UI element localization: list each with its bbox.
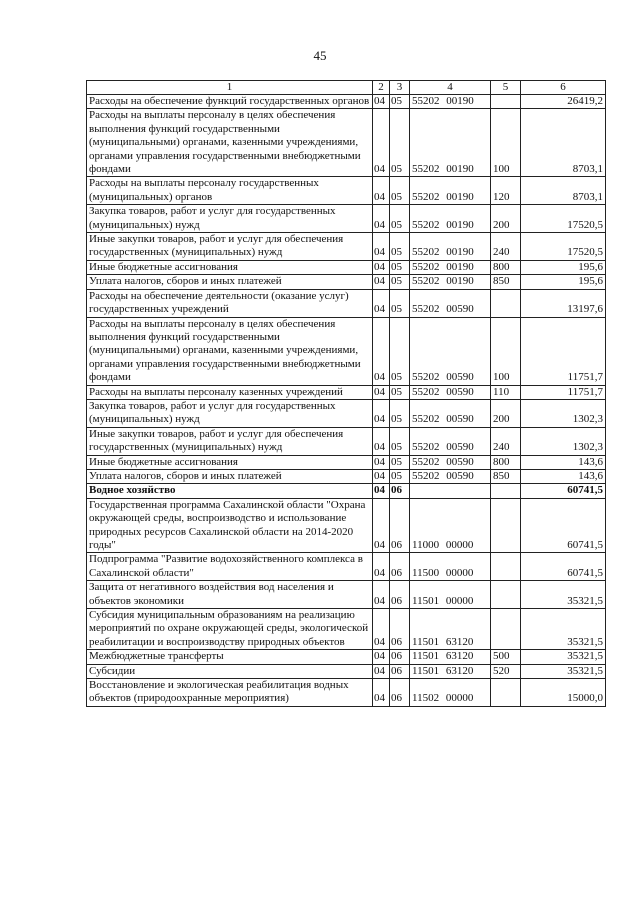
row-target-item — [410, 484, 491, 498]
row-amount: 26419,2 — [521, 95, 606, 109]
row-target-item: 55202 00190 — [410, 205, 491, 233]
table-row — [87, 581, 606, 609]
row-subsection: 06 — [390, 679, 410, 707]
row-subsection: 06 — [390, 664, 410, 678]
row-target-item: 11500 00000 — [410, 553, 491, 581]
row-amount: 35321,5 — [521, 609, 606, 650]
row-expense-type — [491, 553, 521, 581]
table-row — [87, 275, 606, 289]
row-target-item: 55202 00590 — [410, 385, 491, 399]
row-name: Расходы на выплаты персоналу казенных учреждений — [87, 385, 373, 399]
row-expense-type — [491, 609, 521, 650]
table-row — [87, 455, 606, 469]
row-amount: 17520,5 — [521, 205, 606, 233]
row-target-item: 55202 00190 — [410, 233, 491, 261]
row-name: Расходы на выплаты персоналу государственных (муниципальных) органов — [87, 177, 373, 205]
row-subsection: 05 — [390, 205, 410, 233]
row-subsection: 05 — [390, 317, 410, 385]
row-name: Расходы на выплаты персоналу в целях обеспечения выполнения функций государственными (муниципальными) органами, казенными учреждениями, органами управления государственными внебюджетными фондами — [87, 109, 373, 177]
row-section: 04 — [373, 455, 390, 469]
table-body — [87, 95, 606, 707]
row-name: Субсидия муниципальным образованиям на реализацию мероприятий по охране окружающей среды, экологической реабилитации и воспроизводству природных объектов — [87, 609, 373, 650]
table-row — [87, 484, 606, 498]
row-section: 04 — [373, 109, 390, 177]
page-number: 45 — [313, 48, 327, 63]
row-subsection: 05 — [390, 399, 410, 427]
table-row — [87, 469, 606, 483]
row-subsection: 05 — [390, 385, 410, 399]
row-target-item: 55202 00590 — [410, 427, 491, 455]
table-row — [87, 205, 606, 233]
row-target-item: 55202 00190 — [410, 177, 491, 205]
table-row — [87, 679, 606, 707]
row-subsection: 05 — [390, 95, 410, 109]
row-name: Межбюджетные трансферты — [87, 650, 373, 664]
row-subsection: 05 — [390, 260, 410, 274]
row-expense-type — [491, 679, 521, 707]
row-target-item: 11501 63120 — [410, 609, 491, 650]
row-subsection: 06 — [390, 553, 410, 581]
row-amount: 143,6 — [521, 469, 606, 483]
row-target-item: 55202 00190 — [410, 275, 491, 289]
row-target-item: 55202 00190 — [410, 109, 491, 177]
header-col-4: 4 — [410, 81, 491, 95]
row-section: 04 — [373, 498, 390, 553]
header-col-6: 6 — [521, 81, 606, 95]
row-name: Уплата налогов, сборов и иных платежей — [87, 275, 373, 289]
row-expense-type: 850 — [491, 469, 521, 483]
row-amount: 35321,5 — [521, 650, 606, 664]
row-section: 04 — [373, 275, 390, 289]
row-subsection: 05 — [390, 275, 410, 289]
row-subsection: 05 — [390, 233, 410, 261]
row-expense-type: 240 — [491, 427, 521, 455]
row-section: 04 — [373, 399, 390, 427]
row-amount: 11751,7 — [521, 317, 606, 385]
row-amount: 195,6 — [521, 275, 606, 289]
row-expense-type — [491, 289, 521, 317]
row-expense-type: 850 — [491, 275, 521, 289]
row-amount: 8703,1 — [521, 177, 606, 205]
row-target-item: 11501 63120 — [410, 664, 491, 678]
row-amount: 11751,7 — [521, 385, 606, 399]
row-subsection: 05 — [390, 289, 410, 317]
row-name: Расходы на выплаты персоналу в целях обеспечения выполнения функций государственными (муниципальными) органами, казенными учреждениями, органами управления государственными внебюджетными фондами — [87, 317, 373, 385]
row-name: Государственная программа Сахалинской области "Охрана окружающей среды, воспроизводство и использование природных ресурсов Сахалинской области на 2014-2020 годы" — [87, 498, 373, 553]
row-amount: 60741,5 — [521, 498, 606, 553]
row-name: Уплата налогов, сборов и иных платежей — [87, 469, 373, 483]
row-name: Защита от негативного воздействия вод населения и объектов экономики — [87, 581, 373, 609]
row-expense-type: 520 — [491, 664, 521, 678]
table-row — [87, 233, 606, 261]
row-section: 04 — [373, 664, 390, 678]
row-target-item: 55202 00190 — [410, 95, 491, 109]
header-col-3: 3 — [390, 81, 410, 95]
row-amount: 17520,5 — [521, 233, 606, 261]
row-expense-type: 110 — [491, 385, 521, 399]
row-target-item: 55202 00590 — [410, 399, 491, 427]
row-section: 04 — [373, 427, 390, 455]
row-amount: 60741,5 — [521, 484, 606, 498]
row-amount: 195,6 — [521, 260, 606, 274]
table-row — [87, 553, 606, 581]
row-expense-type: 800 — [491, 260, 521, 274]
row-subsection: 06 — [390, 650, 410, 664]
row-target-item: 55202 00590 — [410, 455, 491, 469]
row-section: 04 — [373, 95, 390, 109]
budget-table — [86, 80, 606, 707]
row-target-item: 55202 00590 — [410, 469, 491, 483]
table-row — [87, 109, 606, 177]
row-expense-type: 200 — [491, 399, 521, 427]
header-col-5: 5 — [491, 81, 521, 95]
row-section: 04 — [373, 289, 390, 317]
row-subsection: 05 — [390, 427, 410, 455]
table-row — [87, 317, 606, 385]
row-name: Иные закупки товаров, работ и услуг для обеспечения государственных (муниципальных) нужд — [87, 427, 373, 455]
row-expense-type — [491, 484, 521, 498]
row-subsection: 05 — [390, 177, 410, 205]
row-target-item: 55202 00590 — [410, 317, 491, 385]
row-subsection: 06 — [390, 484, 410, 498]
row-target-item: 55202 00190 — [410, 260, 491, 274]
table-row — [87, 427, 606, 455]
row-amount: 35321,5 — [521, 581, 606, 609]
row-section: 04 — [373, 317, 390, 385]
table-row — [87, 664, 606, 678]
row-section: 04 — [373, 385, 390, 399]
row-target-item: 11501 63120 — [410, 650, 491, 664]
row-name: Водное хозяйство — [87, 484, 373, 498]
row-amount: 8703,1 — [521, 109, 606, 177]
table-row — [87, 399, 606, 427]
row-name: Подпрограмма "Развитие водохозяйственного комплекса в Сахалинской области" — [87, 553, 373, 581]
row-section: 04 — [373, 205, 390, 233]
table-row — [87, 609, 606, 650]
row-target-item: 55202 00590 — [410, 289, 491, 317]
row-expense-type: 800 — [491, 455, 521, 469]
row-section: 04 — [373, 609, 390, 650]
row-name: Закупка товаров, работ и услуг для государственных (муниципальных) нужд — [87, 399, 373, 427]
row-subsection: 05 — [390, 109, 410, 177]
table-row — [87, 650, 606, 664]
row-amount: 13197,6 — [521, 289, 606, 317]
row-name: Восстановление и экологическая реабилитация водных объектов (природоохранные мероприятия) — [87, 679, 373, 707]
row-name: Иные бюджетные ассигнования — [87, 260, 373, 274]
row-subsection: 06 — [390, 498, 410, 553]
row-expense-type — [491, 498, 521, 553]
row-expense-type — [491, 95, 521, 109]
row-name: Закупка товаров, работ и услуг для государственных (муниципальных) нужд — [87, 205, 373, 233]
row-section: 04 — [373, 260, 390, 274]
row-name: Иные бюджетные ассигнования — [87, 455, 373, 469]
row-expense-type: 100 — [491, 317, 521, 385]
row-target-item: 11501 00000 — [410, 581, 491, 609]
row-amount: 15000,0 — [521, 679, 606, 707]
row-name: Расходы на обеспечение деятельности (оказание услуг) государственных учреждений — [87, 289, 373, 317]
row-expense-type: 100 — [491, 109, 521, 177]
table-row — [87, 260, 606, 274]
row-expense-type: 200 — [491, 205, 521, 233]
row-section: 04 — [373, 233, 390, 261]
header-col-1: 1 — [87, 81, 373, 95]
row-subsection: 05 — [390, 455, 410, 469]
row-subsection: 06 — [390, 609, 410, 650]
table-row — [87, 177, 606, 205]
row-section: 04 — [373, 553, 390, 581]
row-subsection: 06 — [390, 581, 410, 609]
header-col-2: 2 — [373, 81, 390, 95]
row-section: 04 — [373, 679, 390, 707]
row-expense-type: 500 — [491, 650, 521, 664]
row-amount: 35321,5 — [521, 664, 606, 678]
row-section: 04 — [373, 484, 390, 498]
row-name: Субсидии — [87, 664, 373, 678]
row-section: 04 — [373, 177, 390, 205]
header-row — [87, 81, 606, 95]
table-row — [87, 95, 606, 109]
row-expense-type — [491, 581, 521, 609]
row-target-item: 11000 00000 — [410, 498, 491, 553]
row-amount: 1302,3 — [521, 399, 606, 427]
row-section: 04 — [373, 581, 390, 609]
table-row — [87, 385, 606, 399]
table-row — [87, 289, 606, 317]
row-target-item: 11502 00000 — [410, 679, 491, 707]
row-amount: 60741,5 — [521, 553, 606, 581]
row-expense-type: 120 — [491, 177, 521, 205]
row-amount: 1302,3 — [521, 427, 606, 455]
row-section: 04 — [373, 650, 390, 664]
table-row — [87, 498, 606, 553]
row-amount: 143,6 — [521, 455, 606, 469]
row-name: Иные закупки товаров, работ и услуг для обеспечения государственных (муниципальных) нужд — [87, 233, 373, 261]
row-section: 04 — [373, 469, 390, 483]
row-subsection: 05 — [390, 469, 410, 483]
row-name: Расходы на обеспечение функций государственных органов — [87, 95, 373, 109]
row-expense-type: 240 — [491, 233, 521, 261]
